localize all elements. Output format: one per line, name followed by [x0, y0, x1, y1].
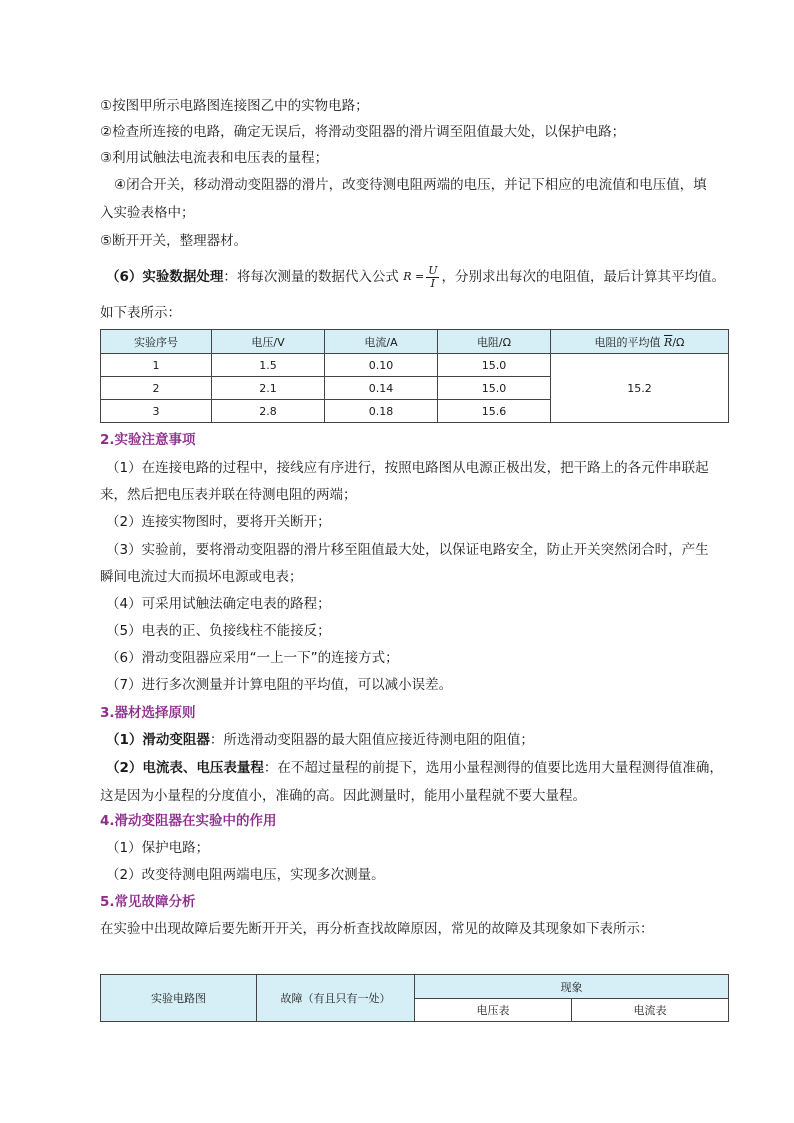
cell: 15.0: [438, 354, 551, 377]
role-1: （1）保护电路；: [106, 840, 210, 856]
step-2: ②检查所连接的电路，确定无误后，将滑动变阻器的滑片调至阻值最大处，以保护电路；: [100, 124, 626, 140]
cell: 2.8: [212, 400, 325, 423]
cell: 2.1: [212, 377, 325, 400]
note-2: （2）连接实物图时，要将开关断开；: [106, 514, 331, 530]
step-3: ③利用试触法电流表和电压表的量程；: [100, 150, 329, 166]
cell: 0.18: [325, 400, 438, 423]
section-3-title: 3.器材选择原则: [100, 705, 196, 721]
section-5-title: 5.常见故障分析: [100, 894, 196, 910]
step-4: ④闭合开关，移动滑动变阻器的滑片，改变待测电阻两端的电压，并记下相应的电流值和电压值，填: [114, 177, 707, 193]
cell: 1.5: [212, 354, 325, 377]
table-header-row: [101, 330, 729, 354]
note-7: （7）进行多次测量并计算电阻的平均值，可以减小误差。: [106, 677, 453, 693]
header-voltage: 电压/V: [212, 330, 325, 354]
note-5: （5）电表的正、负接线柱不能接反；: [106, 623, 331, 639]
cell: 2: [101, 377, 212, 400]
table-row: [101, 354, 729, 377]
cell: 15.6: [438, 400, 551, 423]
header-average: 电阻的平均值 $\overline{R}/\Omega$: [551, 330, 729, 354]
principle-1: （1）滑动变阻器：所选滑动变阻器的最大阻值应接近待测电阻的阻值；: [106, 732, 534, 748]
note-3: （3）实验前，要将滑动变阻器的滑片移至阻值最大处，以保证电路安全，防止开关突然闭合时，产生: [106, 542, 709, 558]
header-current: 电流/A: [325, 330, 438, 354]
note-3-cont: 瞬间电流过大而损坏电源或电表；: [100, 569, 303, 585]
header-phenomenon: 现象: [415, 975, 729, 999]
step-6: [106, 262, 725, 292]
role-2: （2）改变待测电阻两端电压，实现多次测量。: [106, 867, 385, 883]
data-table: [100, 329, 729, 423]
step-6-line2: 如下表所示：: [100, 305, 181, 321]
fault-table: [100, 974, 729, 1022]
header-voltmeter: 电压表: [415, 999, 572, 1022]
principle-2-cont: 这是因为小量程的分度值小，准确的高。因此测量时，能用小量程就不要大量程。: [100, 788, 586, 804]
fault-header-row: [101, 975, 729, 999]
header-circuit: 实验电路图: [101, 975, 257, 1022]
cell: 0.14: [325, 377, 438, 400]
header-trial: 实验序号: [101, 330, 212, 354]
step-6-text-after: ，分别求出每次的电阻值，最后计算其平均值。: [441, 269, 725, 285]
header-resistance: 电阻/Ω: [438, 330, 551, 354]
average-cell: 15.2: [551, 354, 729, 423]
cell: 3: [101, 400, 212, 423]
section-5-intro: 在实验中出现故障后要先断开开关，再分析查找故障原因，常见的故障及其现象如下表所示：: [100, 921, 654, 937]
step-6-text-before: ：将每次测量的数据代入公式: [223, 269, 399, 285]
note-6: （6）滑动变阻器应采用“一上一下”的连接方式；: [106, 650, 399, 666]
note-1-cont: 来，然后把电压表并联在待测电阻的两端；: [100, 487, 357, 503]
cell: 0.10: [325, 354, 438, 377]
step-4-cont: 入实验表格中；: [100, 205, 195, 221]
header-ammeter: 电流表: [572, 999, 729, 1022]
section-2-title: 2.实验注意事项: [100, 432, 196, 448]
section-4-title: 4.滑动变阻器在实验中的作用: [100, 813, 277, 829]
cell: 15.0: [438, 377, 551, 400]
header-fault: 故障（有且只有一处）: [257, 975, 415, 1022]
step-5: ⑤断开开关，整理器材。: [100, 233, 248, 249]
resistance-formula: R = $\frac{U}{I}$: [403, 263, 438, 290]
note-1: （1）在连接电路的过程中，接线应有序进行，按照电路图从电源正极出发，把干路上的各元件串联起: [106, 460, 709, 476]
cell: 1: [101, 354, 212, 377]
step-1: ①按图甲所示电路图连接图乙中的实物电路；: [100, 98, 369, 114]
principle-2: （2）电流表、电压表量程：在不超过量程的前提下，选用小量程测得的值要比选用大量程测得值准确，: [106, 760, 723, 776]
step-6-label: （6）实验数据处理: [106, 269, 224, 285]
note-4: （4）可采用试触法确定电表的路程；: [106, 596, 331, 612]
